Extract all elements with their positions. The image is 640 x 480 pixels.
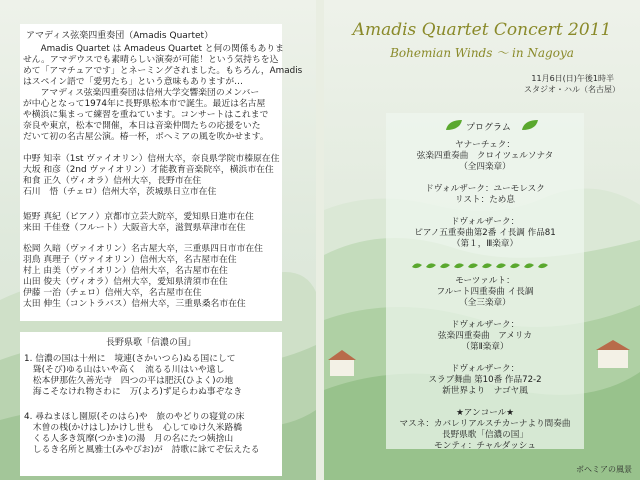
program-part-2: モーツァルト： フルート四重奏曲 イ長調 （全三楽章） ドヴォルザーク： 弦楽四重奏曲 アメリカ （第Ⅱ楽章） ドヴォルザーク： スラブ舞曲 第10番 作品72-2 新世界より ナゴヤ風 ★アンコール★ マスネ：カバレリアルスチカーナより間奏曲 長野県歌「信濃の国」 モンティ：チャルダッシュ xyxy=(399,276,571,451)
song-verse-1: 1. 信濃の国は十州に 境連(さかいつら)ぬる国にして 聳(そび)ゆる山はいや高く 流るる川はいや遠し 松本伊那佐久善光寺 四つの平は肥沃(ひよく)の地 海こそなけれ物さわに 万(よろ)ず足らわぬ事ぞなき xyxy=(24,354,242,397)
concert-title: Amadis Quartet Concert 2011 xyxy=(352,20,612,40)
program-heading: プログラム xyxy=(466,123,511,133)
leaf-icon xyxy=(444,118,464,132)
members-guests: 姫野 真紀（ピアノ）京都市立芸大院卒，愛知県日進市在住 来田 千佳登（フルート）大阪音大卒，滋賀県草津市在住 xyxy=(23,212,254,233)
program-part-1: ヤナーチェク： 弦楽四重奏曲 クロイツェルソナタ （全四楽章） ドヴォルザーク：ユーモレスク リスト：ため息 ドヴォルザーク： ピアノ五重奏曲第2番 イ長調 作品81 （第１，Ⅲ楽章） xyxy=(414,140,556,249)
leaf-garland-icon xyxy=(408,259,558,271)
right-page xyxy=(324,0,640,480)
profile-heading: アマディス弦楽四重奏団（Amadis Quartet） xyxy=(26,31,214,41)
profile-intro: Amadis Quartet は Amadeus Quartet と何の関係もありま せん。アマデウスでも素晴らしい演奏が可能！という気持ちを込 めて「アマチュアです」とネーミングされました。もちろん，Amadis はスペイン語で「愛男たち」という意味もありますが… アマディス弦楽四重奏団は信州大学交響楽団のメンバー が中心となって1974年に長野県松本市で誕生。最近は名古屋 や横浜に集まって練習を重ねています。コンサートはこれまで 奈良や東京，松本で開催，本日は音楽仲間たちの応援をいた だいて初の名古屋公演。椿一杯，ボヘミアの風を吹かせます。 xyxy=(23,44,303,142)
members-ensemble: 松岡 久暗（ヴァイオリン）名古屋大卒，三重県四日市市在住 羽鳥 真理子（ヴァイオリン）信州大卒，名古屋市在住 村上 由美（ヴァイオリン）信州大卒，名古屋市在住 山田 俊夫（ヴィオラ）信州大卒，愛知県清須市在住 伊藤 一治（チェロ）信州大卒，名古屋市在住 太田 伸生（コントラバス）信州大卒，三重県桑名市在住 xyxy=(23,244,263,309)
song-heading: 長野県歌「信濃の国」 xyxy=(105,338,196,348)
concert-subtitle: Bohemian Winds ～ in Nagoya xyxy=(390,46,574,60)
image-caption: ボヘミアの風景 xyxy=(576,465,632,474)
members-quartet: 中野 知幸（1st ヴァイオリン）信州大卒，奈良県学院市榛原在住 大坂 和彦（2nd ヴァイオリン）才能教育音楽院卒，横浜市在住 和食 正久（ヴィオラ）信州大卒，長野市在住 石川 悟（チェロ）信州大卒，茨城県日立市在住 xyxy=(23,154,280,197)
left-page xyxy=(0,0,316,480)
song-verse-4: 4. 尋ねまほし園原(そのはら)や 旅のやどりの寝覚の床 木曽の桟(かけはし)かけし世も 心してゆけ久米路橋 くる人多き筑摩(つかま)の湯 月の名にたつ姨捨山 しるき名所と風雅士(みやびお)が 詩歌に詠てぞ伝えたる xyxy=(24,412,260,455)
leaf-icon xyxy=(520,118,540,132)
profile-box xyxy=(20,24,303,321)
concert-date: 11月6日(日)午後1時半 xyxy=(531,74,614,83)
song-box xyxy=(20,332,282,476)
concert-venue: スタジオ・ハル（名古屋） xyxy=(524,85,620,94)
